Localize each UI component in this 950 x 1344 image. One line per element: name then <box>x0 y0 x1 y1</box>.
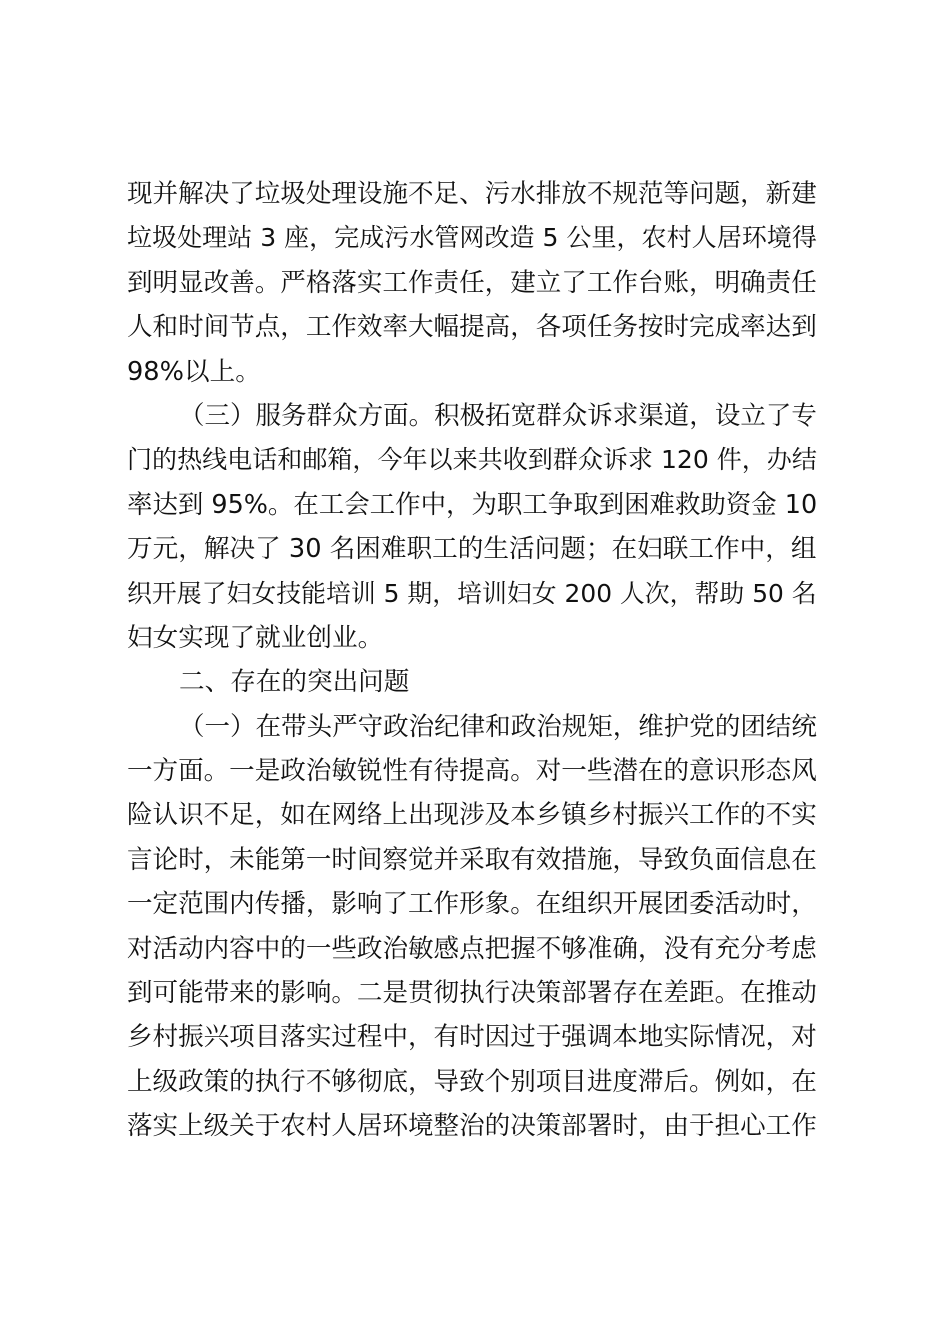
body-text <box>127 172 827 1149</box>
text-line: 率达到 95%。在工会工作中，为职工争取到困难救助资金 10 <box>127 489 818 520</box>
text-line: 妇女实现了就业创业。 <box>127 622 384 653</box>
text-line: 落实上级关于农村人居环境整治的决策部署时，由于担心工作 <box>127 1111 817 1142</box>
text-line: （三）服务群众方面。积极拓宽群众诉求渠道，设立了专 <box>179 400 817 431</box>
text-line: 到明显改善。严格落实工作责任，建立了工作台账，明确责任 <box>127 267 817 298</box>
text-line: 上级政策的执行不够彻底，导致个别项目进度滞后。例如，在 <box>127 1066 817 1097</box>
text-line: 一方面。一是政治敏锐性有待提高。对一些潜在的意识形态风 <box>127 756 817 787</box>
text-line: 织开展了妇女技能培训 5 期，培训妇女 200 人次，帮助 50 名 <box>127 578 817 608</box>
text-line: 人和时间节点，工作效率大幅提高，各项任务按时完成率达到 <box>127 312 817 343</box>
text-line: 险认识不足，如在网络上出现涉及本乡镇乡村振兴工作的不实 <box>127 800 817 831</box>
text-line: 乡村振兴项目落实过程中，有时因过于强调本地实际情况，对 <box>127 1022 817 1053</box>
text-line: （一）在带头严守政治纪律和政治规矩，维护党的团结统 <box>179 711 817 742</box>
text-line: 门的热线电话和邮箱，今年以来共收到群众诉求 120 件，办结 <box>127 445 817 475</box>
text-line: 对活动内容中的一些政治敏感点把握不够准确，没有充分考虑 <box>127 933 817 964</box>
text-line: 现并解决了垃圾处理设施不足、污水排放不规范等问题，新建 <box>127 179 817 209</box>
text-line: 二、存在的突出问题 <box>179 667 410 698</box>
text-line: 一定范围内传播，影响了工作形象。在组织开展团委活动时， <box>127 889 817 920</box>
text-line: 98%以上。 <box>127 356 261 387</box>
text-line: 垃圾处理站 3 座，完成污水管网改造 5 公里，农村人居环境得 <box>127 223 817 253</box>
text-line: 言论时，未能第一时间察觉并采取有效措施，导致负面信息在 <box>127 844 817 875</box>
text-line: 到可能带来的影响。二是贯彻执行决策部署存在差距。在推动 <box>127 978 817 1009</box>
text-line: 万元，解决了 30 名困难职工的生活问题；在妇联工作中，组 <box>127 534 817 565</box>
